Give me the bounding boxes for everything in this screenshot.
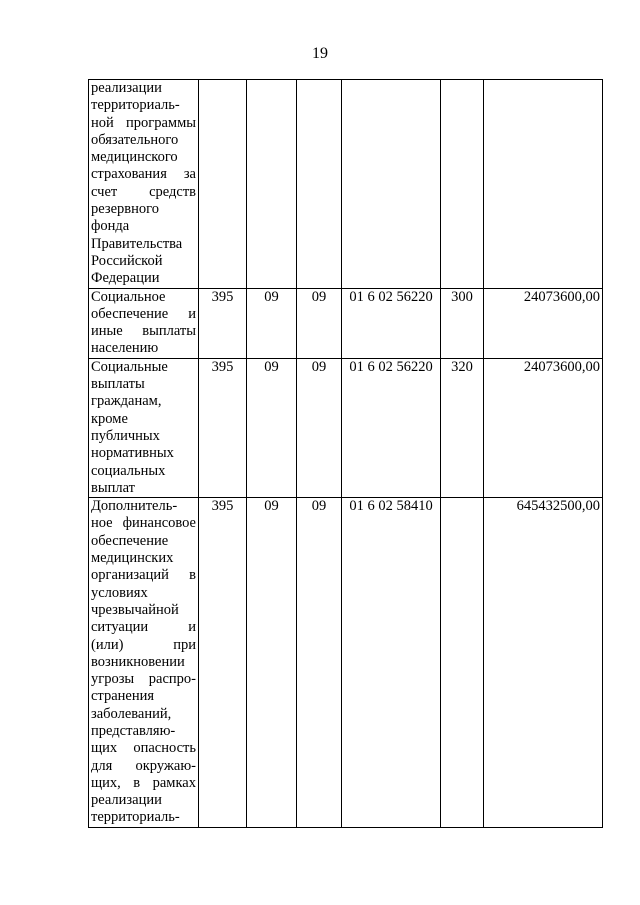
expense-name-line: Социальные bbox=[91, 358, 168, 375]
amount-cell: 645432500,00 bbox=[484, 498, 603, 828]
expense-name-line: медицинского bbox=[91, 149, 178, 166]
expense-name-line: фонда bbox=[91, 218, 130, 235]
ministry-code-cell: 395 bbox=[199, 358, 247, 497]
expense-name-line: иные выплаты bbox=[91, 323, 196, 340]
expense-name-line: нормативных bbox=[91, 445, 174, 462]
expense-name-line: ситуации и bbox=[91, 619, 196, 636]
amount-cell: 24073600,00 bbox=[484, 288, 603, 358]
target-article-cell: 01 6 02 56220 bbox=[342, 288, 441, 358]
section-code-cell: 09 bbox=[247, 498, 297, 828]
expense-name-line: гражданам, bbox=[91, 393, 162, 410]
section-code-cell bbox=[247, 80, 297, 289]
expense-type-cell bbox=[441, 498, 484, 828]
expense-name-line: страхования за bbox=[91, 166, 196, 183]
expense-name-line: публичных bbox=[91, 427, 160, 444]
expense-name-line: медицинских bbox=[91, 550, 174, 567]
table-row bbox=[89, 358, 603, 497]
budget-table bbox=[88, 79, 603, 828]
expense-name-line: обязательного bbox=[91, 131, 179, 148]
expense-name-line: реализации bbox=[91, 792, 162, 809]
expense-name-line: счет средств bbox=[91, 183, 196, 200]
table-row bbox=[89, 498, 603, 828]
expense-name-line: чрезвычайной bbox=[91, 601, 179, 618]
expense-name-line: ное финансовое bbox=[91, 515, 196, 532]
expense-name-line: населению bbox=[91, 340, 159, 357]
table-row bbox=[89, 80, 603, 289]
expense-name-cell bbox=[89, 80, 199, 289]
expense-name-line: обеспечение и bbox=[91, 305, 196, 322]
expense-name-line: социальных bbox=[91, 462, 166, 479]
expense-name-line: организаций в bbox=[91, 567, 196, 584]
subsection-code-cell bbox=[297, 80, 342, 289]
expense-name-line: (или) при bbox=[91, 636, 196, 653]
expense-name-line: представляю- bbox=[91, 722, 176, 739]
expense-name-line: реализации bbox=[91, 80, 162, 96]
expense-name-line: кроме bbox=[91, 410, 128, 427]
expense-name-line: Правительства bbox=[91, 235, 183, 252]
expense-name-cell bbox=[89, 358, 199, 497]
subsection-code-cell: 09 bbox=[297, 498, 342, 828]
expense-type-cell: 300 bbox=[441, 288, 484, 358]
expense-name-line: территориаль- bbox=[91, 809, 180, 826]
target-article-cell bbox=[342, 80, 441, 289]
section-code-cell: 09 bbox=[247, 288, 297, 358]
target-article-cell: 01 6 02 58410 bbox=[342, 498, 441, 828]
section-code-cell: 09 bbox=[247, 358, 297, 497]
ministry-code-cell: 395 bbox=[199, 498, 247, 828]
expense-name-cell bbox=[89, 498, 199, 828]
ministry-code-cell: 395 bbox=[199, 288, 247, 358]
expense-name-line: щих, в рамках bbox=[91, 774, 196, 791]
page-number: 19 bbox=[312, 45, 328, 62]
expense-name-line: обеспечение bbox=[91, 532, 169, 549]
expense-name-line: резервного bbox=[91, 201, 159, 218]
amount-cell: 24073600,00 bbox=[484, 358, 603, 497]
expense-name-line: щих опасность bbox=[91, 740, 196, 757]
expense-name-line: Социальное bbox=[91, 288, 166, 305]
expense-name-line: выплат bbox=[91, 479, 135, 496]
expense-type-cell bbox=[441, 80, 484, 289]
target-article-cell: 01 6 02 56220 bbox=[342, 358, 441, 497]
expense-name-line: территориаль- bbox=[91, 97, 180, 114]
expense-name-line: ной программы bbox=[91, 114, 196, 131]
amount-cell bbox=[484, 80, 603, 289]
expense-name-line: Российской bbox=[91, 252, 163, 269]
expense-type-cell: 320 bbox=[441, 358, 484, 497]
subsection-code-cell: 09 bbox=[297, 358, 342, 497]
expense-name-line: для окружаю- bbox=[91, 757, 196, 774]
expense-name-cell bbox=[89, 288, 199, 358]
ministry-code-cell bbox=[199, 80, 247, 289]
expense-name-line: странения bbox=[91, 688, 155, 705]
budget-table-body bbox=[89, 80, 603, 828]
expense-name-line: Федерации bbox=[91, 270, 160, 287]
expense-name-line: условиях bbox=[91, 584, 148, 601]
subsection-code-cell: 09 bbox=[297, 288, 342, 358]
expense-name-line: заболеваний, bbox=[91, 705, 172, 722]
expense-name-line: выплаты bbox=[91, 376, 145, 393]
expense-name-line: угрозы распро- bbox=[91, 671, 196, 688]
table-row bbox=[89, 288, 603, 358]
expense-name-line: Дополнитель- bbox=[91, 498, 178, 515]
expense-name-line: возникновении bbox=[91, 653, 185, 670]
